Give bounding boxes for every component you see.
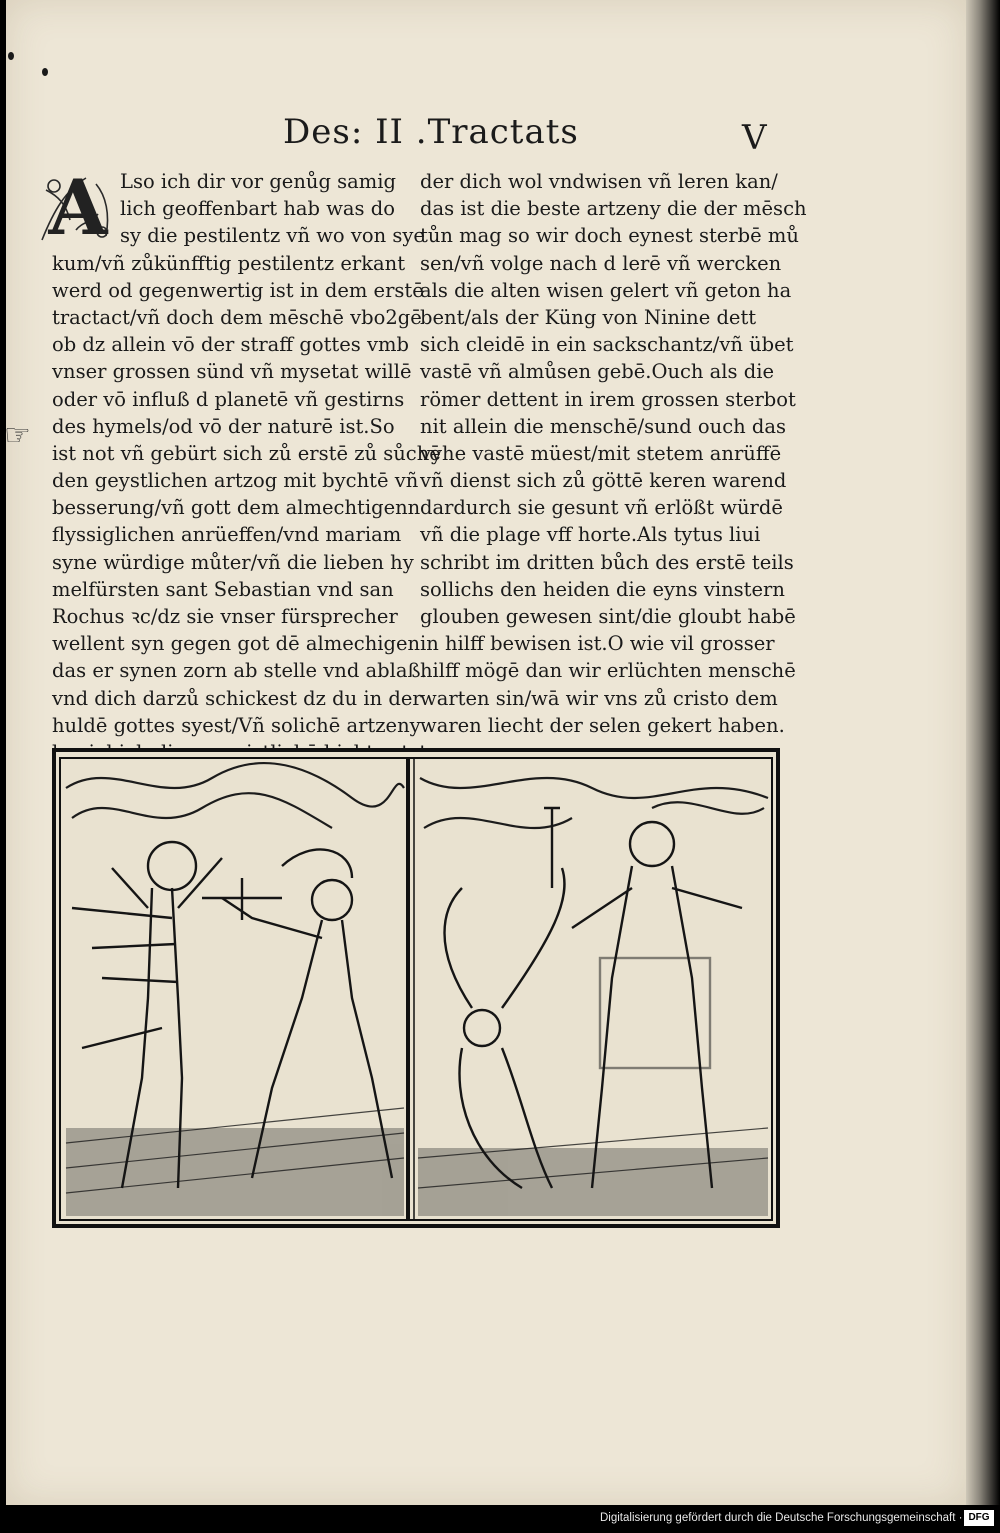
text-line: waren liecht der selen gekert haben. <box>420 713 785 737</box>
text-line: vastē vñ almůsen gebē.Ouch als die <box>420 360 775 384</box>
dfg-logo: DFG <box>964 1510 994 1526</box>
text-line: lich geoffenbart hab was do <box>120 197 395 221</box>
text-line: melfürsten sant Sebastian vnd san <box>52 577 394 601</box>
text-line: dardurch sie gesunt vñ erlößt würdē <box>420 496 783 520</box>
text-line: römer dettent in irem grossen sterbot <box>420 387 796 411</box>
text-line: schribt im dritten bůch des erstē teils <box>420 550 794 574</box>
text-line: nit allein die menschē/sund ouch das <box>420 414 787 438</box>
woodcut-illustration <box>52 748 780 1228</box>
text-line: der dich wol vndwisen vñ leren kan/ <box>420 170 778 193</box>
text-line: syne würdige můter/vñ die lieben hy <box>52 550 414 574</box>
text-line: den geystlichen artzog mit bychtē vñ <box>52 469 419 493</box>
text-line: flyssiglichen anrüeffen/vnd mariam <box>52 523 402 547</box>
text-line: bent/als der Küng von Ninine dett <box>420 305 757 329</box>
text-line: besserung/vñ gott dem almechtigenn <box>52 496 421 520</box>
text-line: wellent syn gegen got dē almechigen <box>52 632 421 656</box>
pointing-hand-icon: ☞ <box>4 418 31 453</box>
binding-hole <box>42 68 48 76</box>
text-line: vyhe vastē müest/mit stetem anrüffē <box>420 441 782 465</box>
text-line: des hymels/od vō der naturē ist.So <box>52 414 395 438</box>
text-line: huldē gottes syest/Vñ solichē artzeny <box>52 713 421 737</box>
text-line: sen/vñ volge nach d lerē vñ wercken <box>420 251 782 275</box>
text-line: vñ die plage vff horte.Als tytus liui <box>420 523 761 547</box>
text-line: als die alten wisen gelert vñ geton ha <box>420 278 792 302</box>
text-line: tractact/vñ doch dem mēschē vbo2gē <box>52 305 422 329</box>
text-line: vñ dienst sich zů göttē keren warend <box>420 469 787 493</box>
text-line: tůn mag so wir doch eynest sterbē mů <box>420 224 799 248</box>
text-line: ob dz allein vō der straff gottes vmb <box>52 333 409 357</box>
text-line: ist not vñ gebürt sich zů erstē zů sůchē <box>52 441 441 465</box>
text-line: sy die pestilentz vñ wo von sye <box>120 224 425 248</box>
text-line: werd od gegenwertig ist in dem erstē <box>52 278 424 302</box>
page-edge <box>966 0 1000 1505</box>
text-line: oder vō influß d planetē vñ gestirns <box>52 387 405 411</box>
funding-credit: Digitalisierung gefördert durch die Deutsche Forschungsgemeinschaft · <box>600 1512 963 1524</box>
text-line: das er synen zorn ab stelle vnd ablaß. <box>52 659 427 683</box>
text-line: vnser grossen sünd vñ mysetat willē <box>52 360 412 384</box>
text-line: sollichs den heiden die eyns vinstern <box>420 577 785 601</box>
text-line: Lso ich dir vor genůg samig <box>120 170 396 193</box>
drop-capital: A <box>48 163 108 252</box>
text-line: das ist die beste artzeny die der mēsch <box>420 197 807 221</box>
text-line: Rochus ꝛc/dz sie vnser fürsprecher <box>52 605 398 628</box>
text-line: glouben gewesen sint/die gloubt habē <box>420 605 796 628</box>
text-line: in hilff bewisen ist.O wie vil grosser <box>420 632 775 656</box>
left-text-column <box>52 168 441 766</box>
folio-number: V <box>742 118 767 158</box>
text-line: vnd dich darzů schickest dz du in der <box>52 686 422 710</box>
text-line: kum/vñ zůkünfftig pestilentz erkant <box>52 251 406 275</box>
text-line: sich cleidē in ein sackschantz/vñ übet <box>420 333 794 357</box>
text-line: hilff mögē dan wir erlüchten menschē <box>420 659 796 683</box>
binding-hole <box>8 52 14 60</box>
right-text-column <box>420 168 807 739</box>
text-line: warten sin/wā wir vns zů cristo dem <box>420 686 778 710</box>
running-head: Des: II .Tractats <box>283 112 579 152</box>
